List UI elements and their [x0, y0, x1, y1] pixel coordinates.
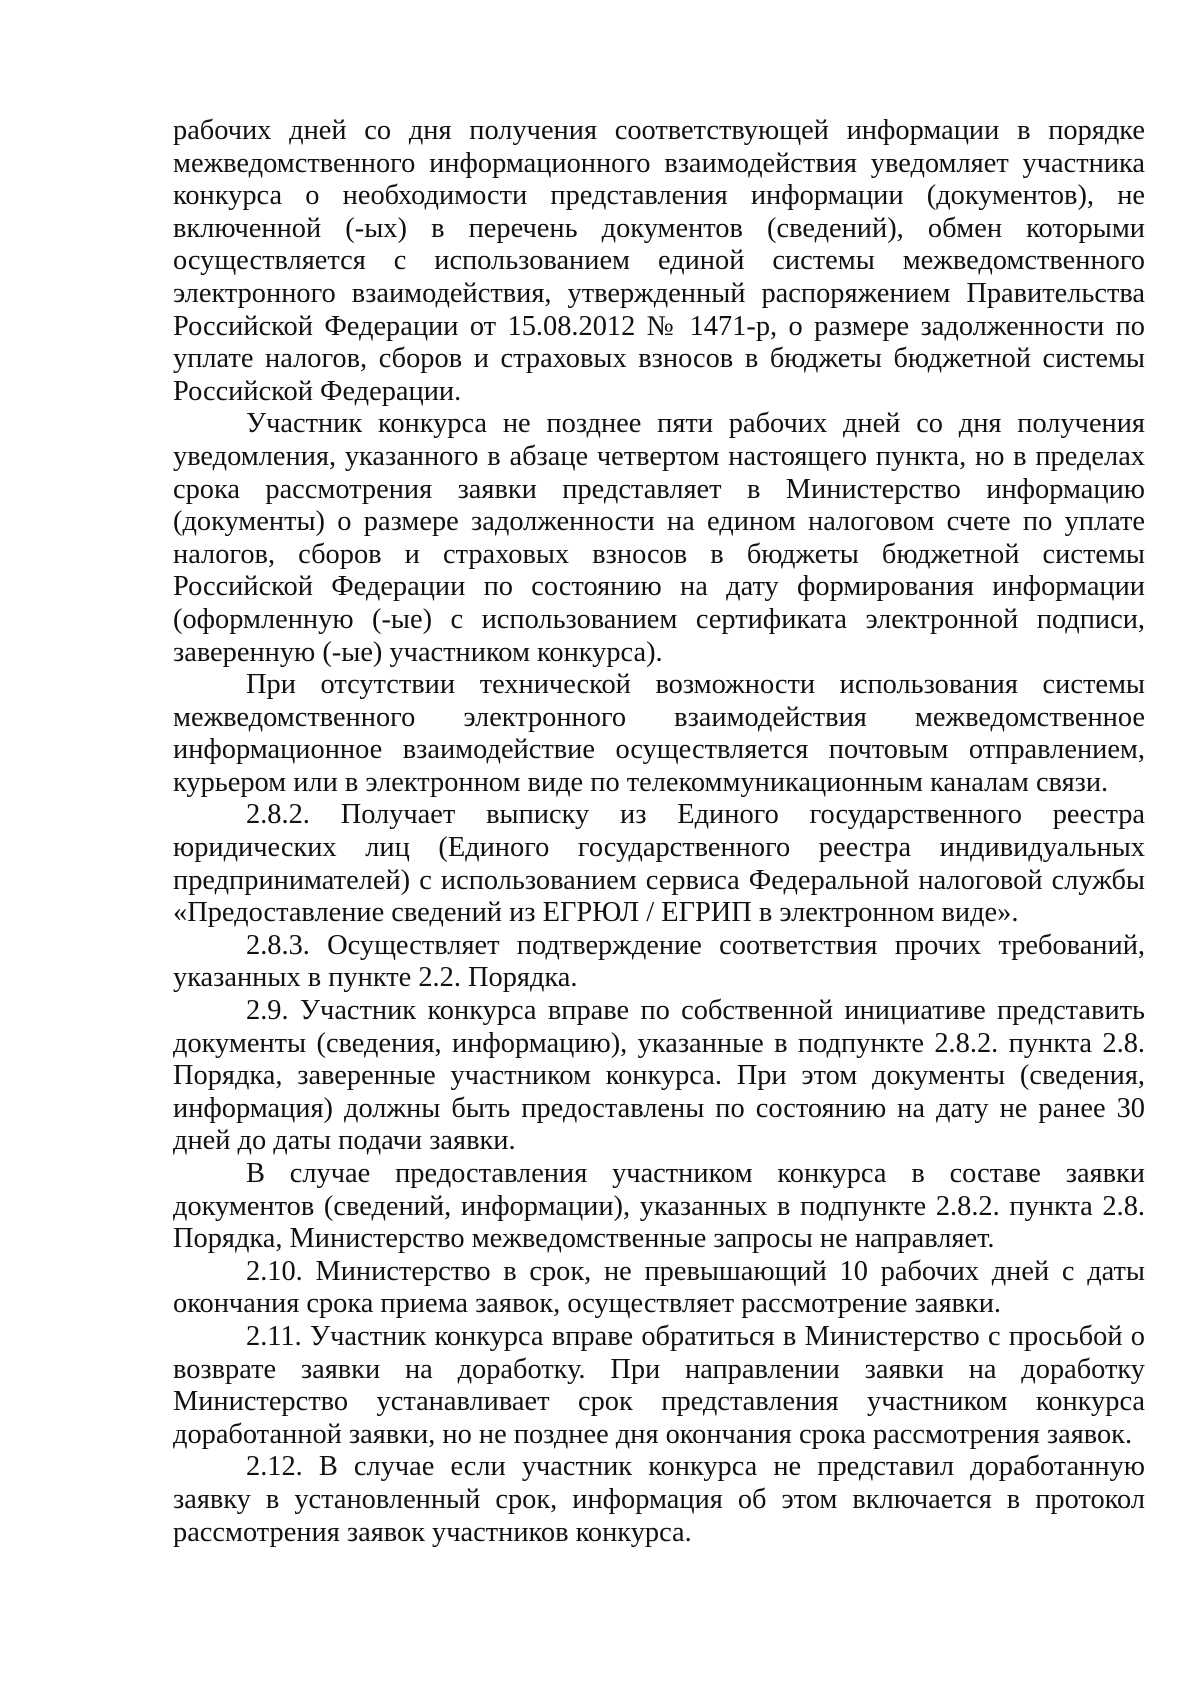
paragraph-no-technical-possibility: При отсутствии технической возможности использования системы межведомственного электронного взаимодействия межведомственное информационное взаимодействие осуществляется почтовым отправлением, курьером или в электронном виде по телекоммуникационным каналам связи.	[173, 669, 1145, 798]
paragraph-2-11: 2.11. Участник конкурса вправе обратиться в Министерство с просьбой о возврате заявки на доработку. При направлении заявки на доработку Министерство устанавливает срок представления участником конкурса доработанной заявки, но не позднее дня окончания срока рассмотрения заявок.	[173, 1320, 1145, 1450]
paragraph-2-8-3: 2.8.3. Осуществляет подтверждение соответствия прочих требований, указанных в пункте 2.2. Порядка.	[173, 929, 1145, 994]
paragraph-2-9: 2.9. Участник конкурса вправе по собственной инициативе представить документы (сведения, информацию), указанные в подпункте 2.8.2. пункта 2.8. Порядка, заверенные участником конкурса. При этом документы (сведения, информация) должны быть предоставлены по состоянию на дату не ранее 30 дней до даты подачи заявки.	[173, 995, 1145, 1157]
document-body	[173, 115, 1145, 1549]
paragraph-2-10: 2.10. Министерство в срок, не превышающий 10 рабочих дней с даты окончания срока приема заявок, осуществляет рассмотрение заявки.	[173, 1255, 1145, 1320]
paragraph-participant-submission: Участник конкурса не позднее пяти рабочих дней со дня получения уведомления, указанного в абзаце четвертом настоящего пункта, но в пределах срока рассмотрения заявки представляет в Министерство информацию (документы) о размере задолженности на едином налоговом счете по уплате налогов, сборов и страховых взносов в бюджеты бюджетной системы Российской Федерации по состоянию на дату формирования информации (оформленную (-ые) с использованием сертификата электронной подписи, заверенную (-ые) участником конкурса).	[173, 408, 1145, 668]
paragraph-2-8-2: 2.8.2. Получает выписку из Единого государственного реестра юридических лиц (Единого государственного реестра индивидуальных предпринимателей) с использованием сервиса Федеральной налоговой службы «Предоставление сведений из ЕГРЮЛ / ЕГРИП в электронном виде».	[173, 799, 1145, 929]
paragraph-2-9-documents-provided: В случае предоставления участником конкурса в составе заявки документов (сведений, информации), указанных в подпункте 2.8.2. пункта 2.8. Порядка, Министерство межведомственные запросы не направляет.	[173, 1158, 1145, 1255]
paragraph-continuation: рабочих дней со дня получения соответствующей информации в порядке межведомственного информационного взаимодействия уведомляет участника конкурса о необходимости представления информации (документов), не включенной (-ых) в перечень документов (сведений), обмен которыми осуществляется с использованием единой системы межведомственного электронного взаимодействия, утвержденный распоряжением Правительства Российской Федерации от 15.08.2012 № 1471-р, о размере задолженности по уплате налогов, сборов и страховых взносов в бюджеты бюджетной системы Российской Федерации.	[173, 115, 1145, 407]
paragraph-2-12: 2.12. В случае если участник конкурса не представил доработанную заявку в установленный срок, информация об этом включается в протокол рассмотрения заявок участников конкурса.	[173, 1451, 1145, 1548]
